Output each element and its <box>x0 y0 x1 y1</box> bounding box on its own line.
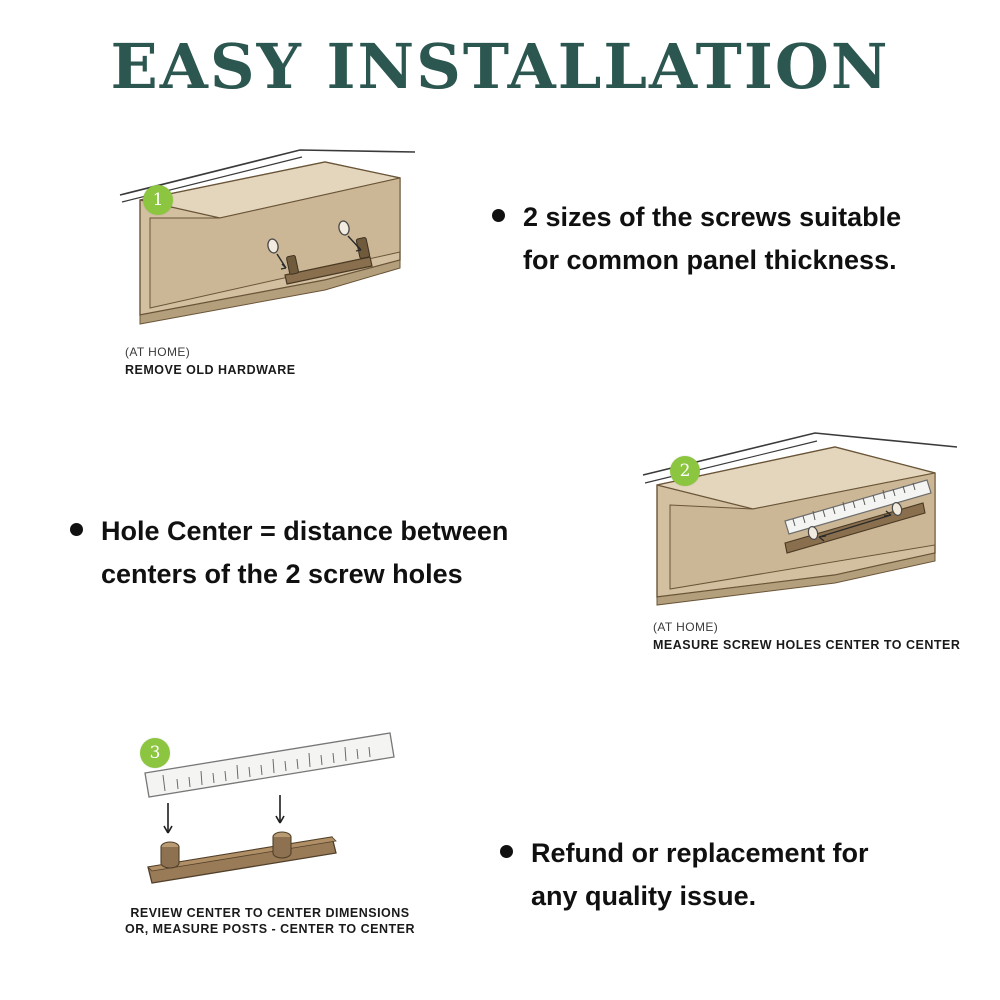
figure-step-3-caption-line-2: OR, MEASURE POSTS - CENTER TO CENTER <box>124 922 415 936</box>
figure-step-3-caption-line-1: REVIEW CENTER TO CENTER DIMENSIONS <box>130 906 410 920</box>
figure-step-3-caption <box>120 905 420 937</box>
figure-step-2-location: (AT HOME) <box>653 620 719 634</box>
bullet-dot-icon <box>492 209 505 222</box>
figure-step-1 <box>110 140 420 400</box>
page-title: EASY INSTALLATION <box>110 30 890 103</box>
bullet-dot-icon <box>70 523 83 536</box>
bullet-refund-text: Refund or replacement for any quality issue. <box>531 838 869 911</box>
bullet-hole-center-text: Hole Center = distance between centers of the 2 screw holes <box>101 516 509 589</box>
bullet-screw-sizes <box>492 196 942 282</box>
step-badge-3: 3 <box>140 738 170 768</box>
bullet-hole-center <box>70 510 550 596</box>
step-badge-2: 2 <box>670 456 700 486</box>
figure-step-2-caption <box>653 620 960 653</box>
figure-step-2 <box>635 425 965 665</box>
figure-step-3 <box>120 715 420 955</box>
bullet-dot-icon <box>500 845 513 858</box>
figure-step-1-illustration <box>110 140 420 350</box>
figure-step-1-caption-text: REMOVE OLD HARDWARE <box>125 363 296 377</box>
figure-step-2-illustration <box>635 425 965 625</box>
figure-step-1-caption <box>125 345 296 378</box>
figure-step-1-location: (AT HOME) <box>125 345 191 359</box>
bullet-refund <box>500 832 920 918</box>
step-badge-1: 1 <box>143 185 173 215</box>
bullet-screw-sizes-text: 2 sizes of the screws suitable for common panel thickness. <box>523 202 902 275</box>
figure-step-2-caption-text: MEASURE SCREW HOLES CENTER TO CENTER <box>653 638 961 652</box>
